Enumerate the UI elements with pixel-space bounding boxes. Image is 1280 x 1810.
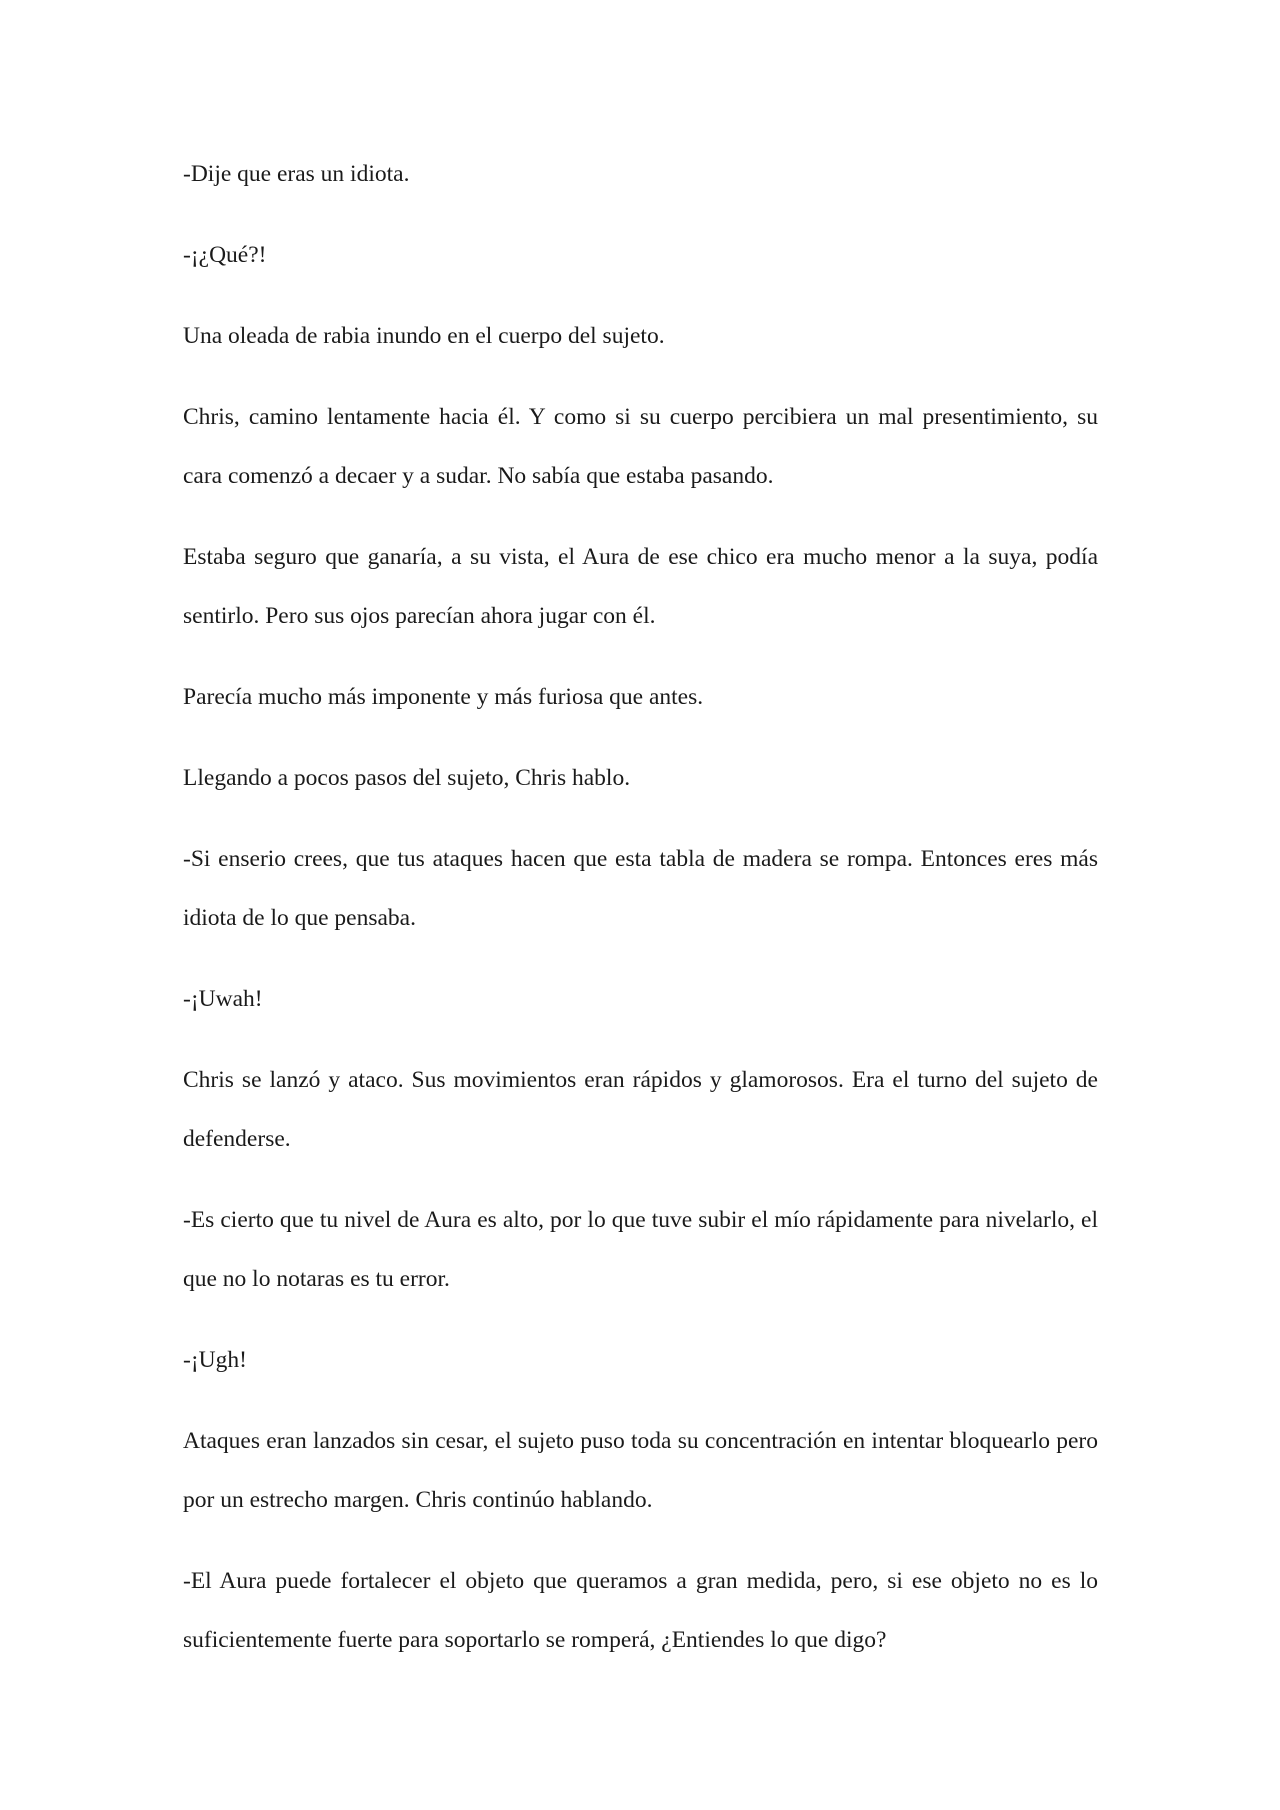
paragraph-8: -Si enserio crees, que tus ataques hacen que esta tabla de madera se rompa. Entonces eres más idiota de lo que pensaba. <box>183 846 1098 931</box>
document-body <box>183 145 1098 1692</box>
paragraph-11: -Es cierto que tu nivel de Aura es alto, por lo que tuve subir el mío rápidamente para nivelarlo, el que no lo notaras es tu error. <box>183 1207 1098 1292</box>
paragraph-9: -¡Uwah! <box>183 986 263 1012</box>
paragraph-14: -El Aura puede fortalecer el objeto que queramos a gran medida, pero, si ese objeto no es lo suficientemente fuerte para soportarlo se romperá, ¿Entiendes lo que digo? <box>183 1568 1098 1653</box>
paragraph-2: -¡¿Qué?! <box>183 242 267 268</box>
paragraph-5: Estaba seguro que ganaría, a su vista, el Aura de ese chico era mucho menor a la suya, podía sentirlo. Pero sus ojos parecían ahora jugar con él. <box>183 544 1098 629</box>
paragraph-6: Parecía mucho más imponente y más furiosa que antes. <box>183 684 704 710</box>
paragraph-4: Chris, camino lentamente hacia él. Y como si su cuerpo percibiera un mal presentimiento, su cara comenzó a decaer y a sudar. No sabía que estaba pasando. <box>183 404 1098 489</box>
paragraph-12: -¡Ugh! <box>183 1347 247 1373</box>
paragraph-13: Ataques eran lanzados sin cesar, el sujeto puso toda su concentración en intentar bloquearlo pero por un estrecho margen. Chris continúo hablando. <box>183 1428 1098 1513</box>
paragraph-3: Una oleada de rabia inundo en el cuerpo del sujeto. <box>183 323 665 349</box>
paragraph-1: -Dije que eras un idiota. <box>183 161 410 187</box>
paragraph-10: Chris se lanzó y ataco. Sus movimientos eran rápidos y glamorosos. Era el turno del sujeto de defenderse. <box>183 1067 1098 1152</box>
paragraph-7: Llegando a pocos pasos del sujeto, Chris hablo. <box>183 765 631 791</box>
